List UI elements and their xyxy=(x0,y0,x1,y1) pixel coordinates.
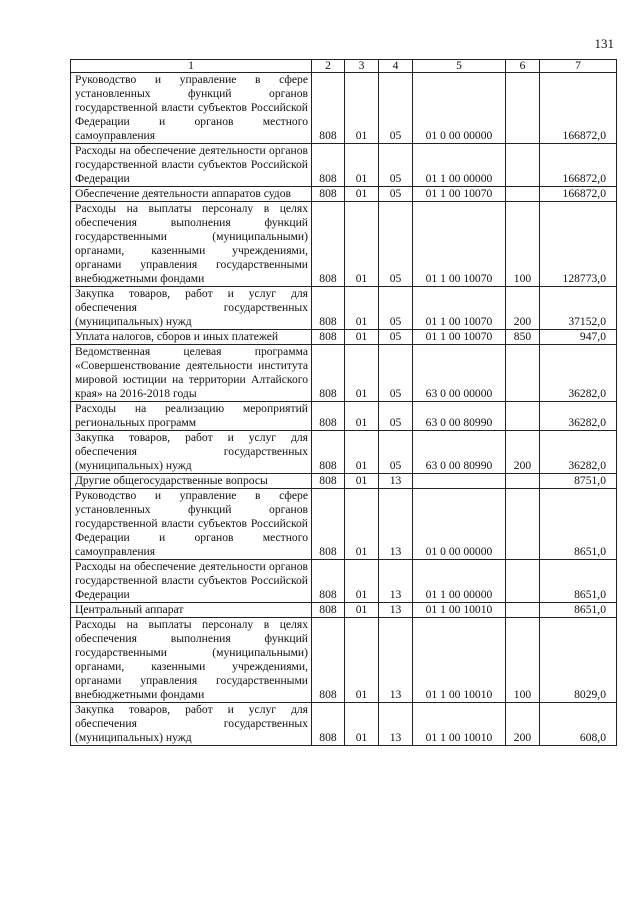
expense-name-cell: Другие общегосударственные вопросы xyxy=(71,474,312,489)
section-code-cell: 01 xyxy=(345,330,379,345)
header-col-6: 6 xyxy=(506,60,540,73)
amount-cell: 36282,0 xyxy=(540,402,617,431)
table-body xyxy=(71,73,617,746)
amount-cell: 36282,0 xyxy=(540,345,617,402)
amount-cell: 8751,0 xyxy=(540,474,617,489)
target-article-cell: 63 0 00 80990 xyxy=(413,431,506,474)
expense-type-cell xyxy=(506,560,540,603)
expense-name-cell: Уплата налогов, сборов и иных платежей xyxy=(71,330,312,345)
target-article-cell: 01 1 00 10010 xyxy=(413,618,506,703)
department-code-cell: 808 xyxy=(312,431,345,474)
target-article-cell: 01 1 00 10010 xyxy=(413,603,506,618)
expense-name-cell: Ведомственная целевая программа «Совершенствование деятельности института мировой юстиции на территории Алтайского края» на 2016-2018 годы xyxy=(71,345,312,402)
department-code-cell: 808 xyxy=(312,144,345,187)
section-code-cell: 01 xyxy=(345,144,379,187)
department-code-cell: 808 xyxy=(312,703,345,746)
subsection-code-cell: 05 xyxy=(379,402,413,431)
expense-name-cell: Закупка товаров, работ и услуг для обеспечения государственных (муниципальных) нужд xyxy=(71,431,312,474)
section-code-cell: 01 xyxy=(345,560,379,603)
expense-name-cell: Расходы на реализацию мероприятий региональных программ xyxy=(71,402,312,431)
table-row xyxy=(71,431,617,474)
target-article-cell: 01 0 00 00000 xyxy=(413,489,506,560)
section-code-cell: 01 xyxy=(345,187,379,202)
expense-name-cell: Руководство и управление в сфере установленных функций органов государственной власти субъектов Российской Федерации и органов местного самоуправления xyxy=(71,73,312,144)
expense-type-cell: 850 xyxy=(506,330,540,345)
expense-type-cell xyxy=(506,187,540,202)
table-row xyxy=(71,287,617,330)
table-row xyxy=(71,73,617,144)
expense-name-cell: Центральный аппарат xyxy=(71,603,312,618)
expense-type-cell: 200 xyxy=(506,703,540,746)
table-row xyxy=(71,560,617,603)
subsection-code-cell: 05 xyxy=(379,431,413,474)
section-code-cell: 01 xyxy=(345,603,379,618)
target-article-cell: 63 0 00 00000 xyxy=(413,345,506,402)
amount-cell: 947,0 xyxy=(540,330,617,345)
table-row xyxy=(71,703,617,746)
expense-name-cell: Расходы на обеспечение деятельности органов государственной власти субъектов Российской Федерации xyxy=(71,560,312,603)
table-row xyxy=(71,603,617,618)
subsection-code-cell: 13 xyxy=(379,489,413,560)
target-article-cell: 01 0 00 00000 xyxy=(413,73,506,144)
expense-type-cell xyxy=(506,73,540,144)
header-row xyxy=(71,60,617,73)
target-article-cell: 01 1 00 00000 xyxy=(413,560,506,603)
section-code-cell: 01 xyxy=(345,73,379,144)
expense-type-cell xyxy=(506,144,540,187)
department-code-cell: 808 xyxy=(312,474,345,489)
subsection-code-cell: 05 xyxy=(379,144,413,187)
amount-cell: 36282,0 xyxy=(540,431,617,474)
department-code-cell: 808 xyxy=(312,330,345,345)
section-code-cell: 01 xyxy=(345,703,379,746)
amount-cell: 8029,0 xyxy=(540,618,617,703)
section-code-cell: 01 xyxy=(345,345,379,402)
amount-cell: 166872,0 xyxy=(540,187,617,202)
target-article-cell: 01 1 00 00000 xyxy=(413,144,506,187)
header-col-1: 1 xyxy=(71,60,312,73)
department-code-cell: 808 xyxy=(312,489,345,560)
expense-type-cell xyxy=(506,489,540,560)
section-code-cell: 01 xyxy=(345,287,379,330)
table-row xyxy=(71,202,617,287)
subsection-code-cell: 05 xyxy=(379,202,413,287)
expense-name-cell: Расходы на выплаты персоналу в целях обеспечения выполнения функций государственными (муниципальными) органами, казенными учреждениями, органами управления государственными внебюджетными фондами xyxy=(71,618,312,703)
department-code-cell: 808 xyxy=(312,603,345,618)
expense-type-cell xyxy=(506,402,540,431)
expense-type-cell xyxy=(506,474,540,489)
target-article-cell: 01 1 00 10070 xyxy=(413,287,506,330)
subsection-code-cell: 13 xyxy=(379,703,413,746)
table-header xyxy=(71,60,617,73)
header-col-5: 5 xyxy=(413,60,506,73)
department-code-cell: 808 xyxy=(312,345,345,402)
amount-cell: 166872,0 xyxy=(540,73,617,144)
subsection-code-cell: 05 xyxy=(379,73,413,144)
section-code-cell: 01 xyxy=(345,402,379,431)
expense-type-cell: 200 xyxy=(506,431,540,474)
target-article-cell: 01 1 00 10010 xyxy=(413,703,506,746)
department-code-cell: 808 xyxy=(312,187,345,202)
expense-name-cell: Закупка товаров, работ и услуг для обеспечения государственных (муниципальных) нужд xyxy=(71,703,312,746)
expense-name-cell: Закупка товаров, работ и услуг для обеспечения государственных (муниципальных) нужд xyxy=(71,287,312,330)
target-article-cell xyxy=(413,474,506,489)
table-row xyxy=(71,474,617,489)
expense-type-cell xyxy=(506,345,540,402)
section-code-cell: 01 xyxy=(345,489,379,560)
amount-cell: 37152,0 xyxy=(540,287,617,330)
amount-cell: 8651,0 xyxy=(540,560,617,603)
expense-name-cell: Обеспечение деятельности аппаратов судов xyxy=(71,187,312,202)
expense-name-cell: Руководство и управление в сфере установленных функций органов государственной власти субъектов Российской Федерации и органов местного самоуправления xyxy=(71,489,312,560)
target-article-cell: 01 1 00 10070 xyxy=(413,187,506,202)
subsection-code-cell: 13 xyxy=(379,618,413,703)
subsection-code-cell: 05 xyxy=(379,345,413,402)
department-code-cell: 808 xyxy=(312,73,345,144)
header-col-3: 3 xyxy=(345,60,379,73)
subsection-code-cell: 05 xyxy=(379,330,413,345)
expense-type-cell: 200 xyxy=(506,287,540,330)
table-row xyxy=(71,187,617,202)
table-row xyxy=(71,345,617,402)
target-article-cell: 63 0 00 80990 xyxy=(413,402,506,431)
amount-cell: 8651,0 xyxy=(540,489,617,560)
header-col-7: 7 xyxy=(540,60,617,73)
subsection-code-cell: 05 xyxy=(379,287,413,330)
amount-cell: 8651,0 xyxy=(540,603,617,618)
department-code-cell: 808 xyxy=(312,287,345,330)
section-code-cell: 01 xyxy=(345,618,379,703)
amount-cell: 166872,0 xyxy=(540,144,617,187)
table-row xyxy=(71,144,617,187)
table-row xyxy=(71,402,617,431)
page-number: 131 xyxy=(594,36,614,51)
table-row xyxy=(71,489,617,560)
target-article-cell: 01 1 00 10070 xyxy=(413,330,506,345)
department-code-cell: 808 xyxy=(312,402,345,431)
budget-table xyxy=(70,59,617,746)
target-article-cell: 01 1 00 10070 xyxy=(413,202,506,287)
department-code-cell: 808 xyxy=(312,202,345,287)
subsection-code-cell: 13 xyxy=(379,560,413,603)
amount-cell: 608,0 xyxy=(540,703,617,746)
department-code-cell: 808 xyxy=(312,618,345,703)
expense-type-cell xyxy=(506,603,540,618)
section-code-cell: 01 xyxy=(345,474,379,489)
table-row xyxy=(71,618,617,703)
expense-type-cell: 100 xyxy=(506,618,540,703)
header-col-4: 4 xyxy=(379,60,413,73)
expense-type-cell: 100 xyxy=(506,202,540,287)
expense-name-cell: Расходы на выплаты персоналу в целях обеспечения выполнения функций государственными (муниципальными) органами, казенными учреждениями, органами управления государственными внебюджетными фондами xyxy=(71,202,312,287)
amount-cell: 128773,0 xyxy=(540,202,617,287)
header-col-2: 2 xyxy=(312,60,345,73)
department-code-cell: 808 xyxy=(312,560,345,603)
subsection-code-cell: 13 xyxy=(379,603,413,618)
table-row xyxy=(71,330,617,345)
section-code-cell: 01 xyxy=(345,202,379,287)
expense-name-cell: Расходы на обеспечение деятельности органов государственной власти субъектов Российской Федерации xyxy=(71,144,312,187)
subsection-code-cell: 05 xyxy=(379,187,413,202)
section-code-cell: 01 xyxy=(345,431,379,474)
subsection-code-cell: 13 xyxy=(379,474,413,489)
